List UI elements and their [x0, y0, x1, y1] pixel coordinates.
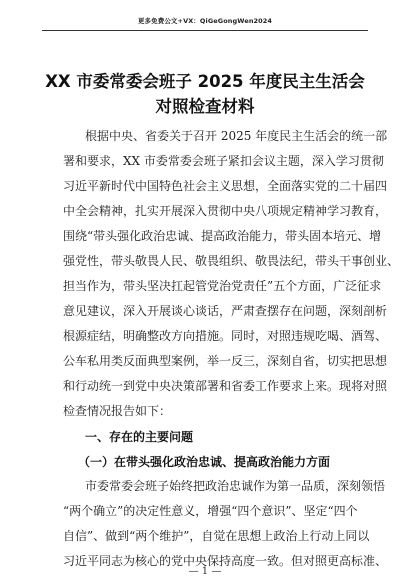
body-line: “两个确立”的决定性意义，增强“四个意识”、坚定“四个 [63, 504, 358, 518]
body-line: 根源症结，明确整改方向措施。同时，对照违规吃喝、酒驾、 [63, 329, 388, 343]
body-line: 公车私用类反面典型案例，举一反三，深刻自省，切实把思想 [63, 354, 388, 368]
body-line: 强党性，带头敬畏人民、敬畏组织、敬畏法纪，带头干事创业、 [63, 254, 400, 268]
document-title-line-2: 对照检查材料 [155, 97, 255, 116]
body-line: 习近平同志为核心的党中央保持高度一致。但对照更高标准、 [63, 554, 388, 568]
subsection-heading: （一）在带头强化政治忠诚、提高政治能力方面 [78, 455, 331, 469]
header-watermark-note: 更多免费公文+VX：QiGeGongWen2024 [137, 17, 273, 25]
body-line: 检查情况报告如下： [63, 404, 172, 418]
body-line: 中全会精神，扎实开展深入贯彻中央八项规定精神学习教育， [63, 204, 388, 218]
body-line: 和行动统一到党中央决策部署和省委工作要求上来。现将对照 [63, 379, 388, 393]
body-line: 署和要求，XX 市委常委会班子紧扣会议主题，深入学习贯彻 [63, 154, 384, 168]
section-heading: 一、存在的主要问题 [85, 430, 194, 444]
header-divider [42, 30, 368, 31]
body-line: 习近平新时代中国特色社会主义思想，全面落实党的二十届四 [63, 179, 388, 193]
body-line: 自信”、做到“两个维护”，自觉在思想上政治上行动上同以 [63, 529, 370, 543]
body-line: 市委常委会班子始终把政治忠诚作为第一品质，深刻领悟 [85, 479, 386, 493]
body-line: 担当作为，带头坚决扛起管党治党责任”五个方面，广泛征求 [63, 279, 382, 293]
body-line: 根据中央、省委关于召开 2025 年度民主生活会的统一部 [85, 129, 388, 143]
body-line: 围绕“带头强化政治忠诚、提高政治能力，带头固本培元、增 [63, 229, 382, 243]
document-title-line-1: XX 市委常委会班子 2025 年度民主生活会 [45, 72, 365, 91]
page-number: — 1 — [188, 566, 222, 577]
body-line: 意见建议，深入开展谈心谈话，严肃查摆存在问题，深刻剖析 [63, 304, 388, 318]
